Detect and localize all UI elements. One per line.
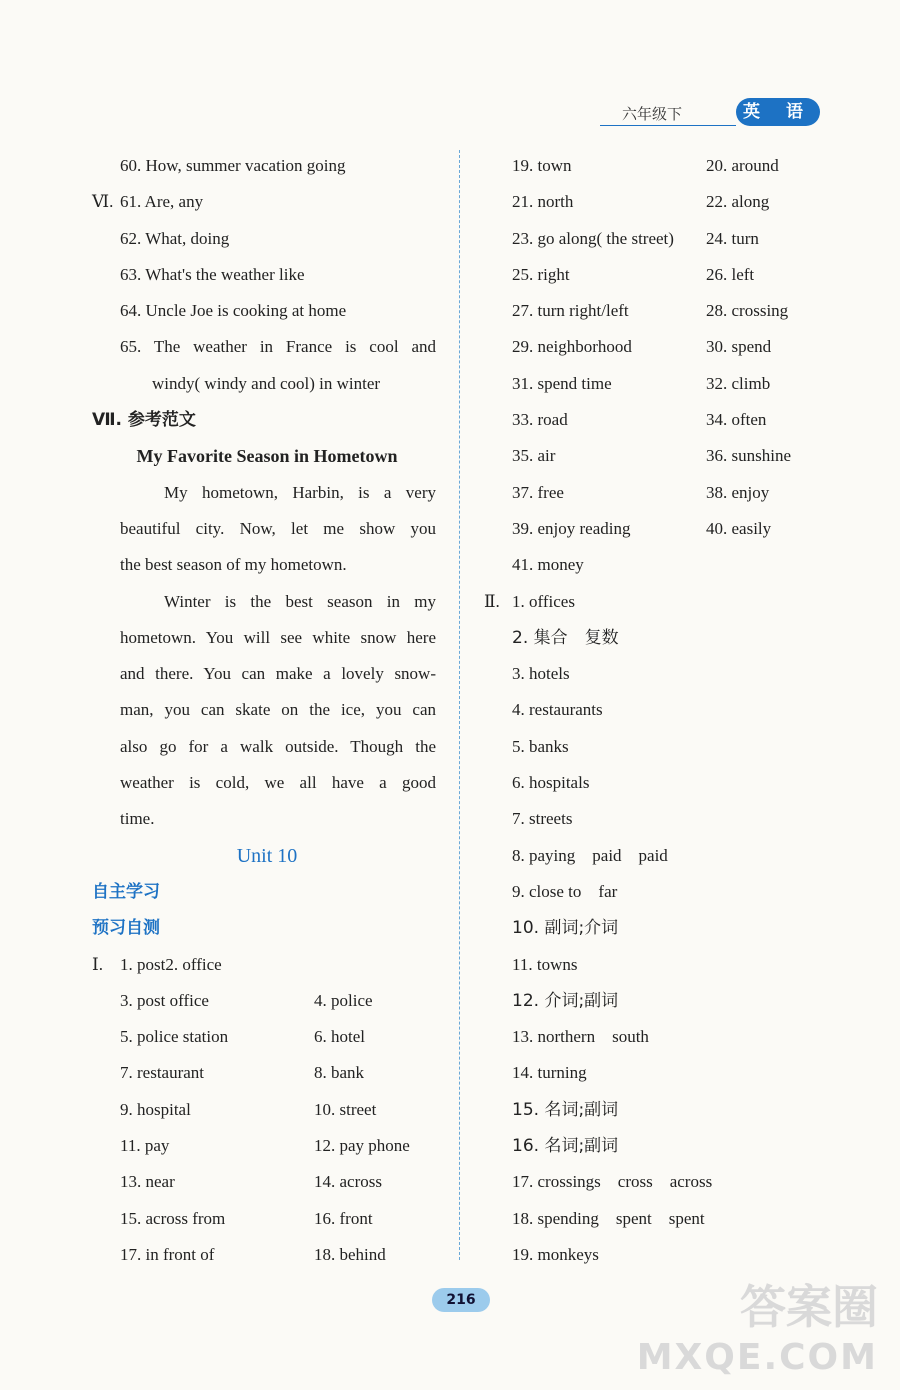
essay-line-text: weather is cold, we all have a good xyxy=(120,773,436,793)
section-2-item xyxy=(484,584,824,620)
vocab-row xyxy=(484,511,824,547)
vocab-row xyxy=(92,947,442,983)
vocab-row xyxy=(92,1201,442,1237)
vocab-row xyxy=(484,329,824,365)
vocab-row xyxy=(484,184,824,220)
essay-line xyxy=(92,765,442,801)
vocab-item: 15. across from xyxy=(120,1208,226,1228)
vocab-row xyxy=(484,293,824,329)
essay-line-text: hometown. You will see white snow here xyxy=(120,627,436,647)
essay-line xyxy=(92,692,442,728)
essay-line: the best season of my hometown. xyxy=(120,555,347,575)
vocab-item: 24. turn xyxy=(706,228,759,248)
section-2-item: 13. northern south xyxy=(512,1027,649,1047)
answer-62: 62. What, doing xyxy=(120,228,230,248)
essay-line xyxy=(92,656,442,692)
essay-line xyxy=(92,620,442,656)
vocab-item: 5. police station xyxy=(120,1027,229,1047)
essay-line-text: My hometown, Harbin, is a very xyxy=(164,482,436,502)
right-column xyxy=(484,148,824,1273)
vocab-item: 1. post xyxy=(120,954,166,974)
vocab-item: 19. town xyxy=(512,156,572,175)
vocab-row xyxy=(92,1128,442,1164)
answer-61-text: 61. Are, any xyxy=(120,192,204,212)
essay-line xyxy=(92,729,442,765)
vocab-item: 32. climb xyxy=(706,373,771,393)
vocab-item-41: 41. money xyxy=(512,555,584,575)
section-2-item: 15. 名词;副词 xyxy=(512,1099,619,1120)
vocab-item: 33. road xyxy=(512,410,568,430)
page-number: 216 xyxy=(432,1288,490,1312)
section-2-item: 4. restaurants xyxy=(512,700,603,720)
vocab-item: 8. bank xyxy=(314,1063,365,1083)
vocab-item: 17. in front of xyxy=(120,1244,215,1264)
watermark xyxy=(637,1271,878,1378)
grade-label: 六年级下 xyxy=(622,105,683,123)
section-7-heading: Ⅶ. 参考范文 xyxy=(92,410,196,431)
vocab-item: 29. neighborhood xyxy=(512,337,632,357)
section-2-item: 3. hotels xyxy=(512,664,570,684)
vocab-item: 13. near xyxy=(120,1172,175,1192)
essay-line xyxy=(92,584,442,620)
vocab-item: 9. hospital xyxy=(120,1099,191,1119)
section-2-text: 1. offices xyxy=(512,591,575,611)
page-header xyxy=(560,98,820,128)
essay-line-text: beautiful city. Now, let me show you xyxy=(120,518,436,538)
essay-line-text: Winter is the best season in my xyxy=(164,591,436,611)
vocab-item: 4. police xyxy=(314,990,373,1010)
self-study-heading: 自主学习 xyxy=(92,881,160,902)
essay-line xyxy=(92,511,442,547)
vocab-item: 28. crossing xyxy=(706,301,789,321)
essay-line: time. xyxy=(120,809,155,829)
vocab-item: 39. enjoy reading xyxy=(512,518,631,538)
answer-64: 64. Uncle Joe is cooking at home xyxy=(120,301,347,321)
vocab-row xyxy=(484,221,824,257)
vocab-row xyxy=(92,1237,442,1273)
section-2-item: 2. 集合 复数 xyxy=(512,627,619,648)
section-2-item: 8. paying paid paid xyxy=(512,845,668,865)
watermark-url: MXQE.COM xyxy=(636,1337,878,1378)
essay-line-text: and there. You can make a lovely snow- xyxy=(120,664,436,684)
vocab-item: 3. post office xyxy=(120,990,209,1010)
vocab-row xyxy=(484,402,824,438)
answer-65-line2: windy( windy and cool) in winter xyxy=(152,373,381,393)
vocab-item: 10. street xyxy=(314,1099,377,1119)
vocab-item: 37. free xyxy=(512,482,564,502)
vocab-item: 18. behind xyxy=(314,1244,386,1264)
vocab-row xyxy=(92,1055,442,1091)
vocab-row xyxy=(92,1019,442,1055)
watermark-logo: 答案圈 xyxy=(740,1280,878,1334)
answer-61 xyxy=(92,184,442,220)
vocab-item: 34. often xyxy=(706,410,767,430)
vocab-item: 23. go along( the street) xyxy=(512,228,674,248)
vocab-row xyxy=(92,1164,442,1200)
vocab-item: 31. spend time xyxy=(512,373,612,393)
subject-badge: 英 语 xyxy=(736,98,820,126)
vocab-row xyxy=(484,148,824,184)
section-2-item: 6. hospitals xyxy=(512,773,590,793)
left-column xyxy=(92,148,442,1273)
answer-63: 63. What's the weather like xyxy=(120,264,305,284)
vocab-item: 20. around xyxy=(706,156,779,175)
vocab-item: 11. pay xyxy=(120,1136,170,1156)
section-2-item: 10. 副词;介词 xyxy=(512,918,619,939)
vocab-item: 7. restaurant xyxy=(120,1063,205,1083)
section-6-marker: Ⅵ. xyxy=(92,192,114,212)
essay-title: My Favorite Season in Hometown xyxy=(136,446,398,467)
essay-line-text: man, you can skate on the ice, you can xyxy=(120,700,436,720)
vocab-item: 25. right xyxy=(512,264,570,284)
vocab-row xyxy=(484,475,824,511)
answer-65-line1-text: 65. The weather in France is cool and xyxy=(120,337,436,357)
section-2-item: 5. banks xyxy=(512,736,569,756)
vocab-row xyxy=(92,1092,442,1128)
vocab-item: 2. office xyxy=(165,954,222,974)
unit-title: Unit 10 xyxy=(236,844,298,867)
vocab-item: 36. sunshine xyxy=(706,446,791,466)
vocab-item: 26. left xyxy=(706,264,755,284)
vocab-row xyxy=(484,366,824,402)
vocab-item: 12. pay phone xyxy=(314,1136,410,1156)
vocab-item: 30. spend xyxy=(706,337,772,357)
vocab-item: 6. hotel xyxy=(314,1027,365,1047)
essay-line-text: also go for a walk outside. Though the xyxy=(120,736,436,756)
section-2-item: 18. spending spent spent xyxy=(512,1208,705,1228)
section-2-item: 7. streets xyxy=(512,809,573,829)
section-2-item: 16. 名词;副词 xyxy=(512,1136,619,1157)
vocab-item: 35. air xyxy=(512,446,556,466)
vocab-row xyxy=(92,983,442,1019)
section-2-item: 19. monkeys xyxy=(512,1244,599,1264)
answer-60: 60. How, summer vacation going xyxy=(120,156,346,175)
section-1-marker: Ⅰ. xyxy=(92,954,103,974)
vocab-item: 21. north xyxy=(512,192,574,212)
vocab-item: 16. front xyxy=(314,1208,373,1228)
section-2-item: 9. close to far xyxy=(512,881,618,901)
answer-65-line1 xyxy=(92,329,442,365)
section-2-marker: Ⅱ. xyxy=(484,591,500,611)
preview-test-heading: 预习自测 xyxy=(92,918,160,939)
vocab-item: 38. enjoy xyxy=(706,482,770,502)
section-2-item: 17. crossings cross across xyxy=(512,1172,713,1192)
vocab-item: 27. turn right/left xyxy=(512,301,629,321)
section-2-item: 12. 介词;副词 xyxy=(512,990,619,1011)
section-2-item: 11. towns xyxy=(512,954,578,974)
header-rule xyxy=(600,125,736,126)
vocab-item: 40. easily xyxy=(706,518,772,538)
vocab-item: 22. along xyxy=(706,192,770,212)
vocab-row xyxy=(484,257,824,293)
column-divider xyxy=(459,150,460,1260)
vocab-item: 14. across xyxy=(314,1172,382,1192)
section-2-item: 14. turning xyxy=(512,1063,587,1083)
essay-line xyxy=(92,475,442,511)
vocab-row xyxy=(484,438,824,474)
